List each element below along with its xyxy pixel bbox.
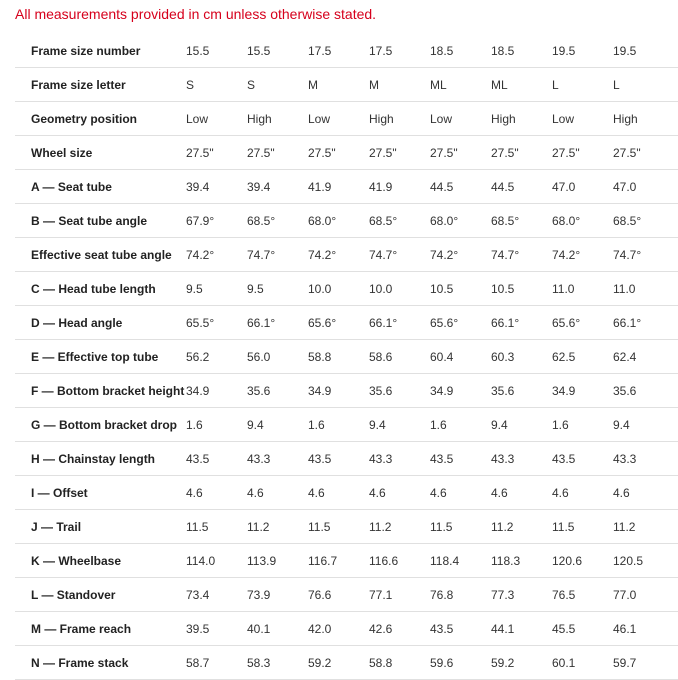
table-cell: 9.4 (613, 408, 678, 442)
row-label: L — Standover (15, 578, 186, 612)
table-row (15, 306, 678, 340)
table-cell: Low (552, 102, 613, 136)
table-cell: 10.0 (369, 272, 430, 306)
table-cell: 4.6 (247, 476, 308, 510)
row-label: Frame size letter (15, 68, 186, 102)
table-cell: 68.5° (491, 204, 552, 238)
row-label: N — Frame stack (15, 646, 186, 680)
table-cell: 65.6° (430, 306, 491, 340)
table-cell: 42.0 (308, 612, 369, 646)
table-cell: 35.6 (491, 374, 552, 408)
table-cell: 60.1 (552, 646, 613, 680)
table-cell: S (186, 68, 247, 102)
row-label: I — Offset (15, 476, 186, 510)
table-cell: Low (186, 102, 247, 136)
table-cell: 41.9 (308, 170, 369, 204)
table-row (15, 544, 678, 578)
table-cell: 114.0 (186, 544, 247, 578)
table-cell: 67.9° (186, 204, 247, 238)
table-cell: 74.2° (186, 238, 247, 272)
table-cell: 44.5 (430, 170, 491, 204)
table-cell: 4.6 (430, 476, 491, 510)
table-cell: 4.6 (308, 476, 369, 510)
table-cell: 10.5 (430, 272, 491, 306)
table-cell: 34.9 (552, 374, 613, 408)
table-cell: 74.7° (369, 238, 430, 272)
table-row (15, 272, 678, 306)
table-cell: 113.9 (247, 544, 308, 578)
table-row (15, 578, 678, 612)
table-cell: 27.5" (613, 136, 678, 170)
table-cell: 4.6 (491, 476, 552, 510)
table-cell: 74.2° (552, 238, 613, 272)
table-cell: 11.2 (247, 510, 308, 544)
table-cell: 27.5" (186, 136, 247, 170)
table-cell: 10.0 (308, 272, 369, 306)
table-cell: 59.6 (430, 646, 491, 680)
row-label: E — Effective top tube (15, 340, 186, 374)
table-cell: 56.2 (186, 340, 247, 374)
table-cell: 76.5 (552, 578, 613, 612)
table-cell: 34.9 (308, 374, 369, 408)
table-cell: 77.0 (613, 578, 678, 612)
table-cell: 34.9 (186, 374, 247, 408)
table-cell: High (613, 102, 678, 136)
table-row (15, 136, 678, 170)
table-cell: M (308, 68, 369, 102)
table-cell: 9.4 (491, 408, 552, 442)
table-cell: 10.5 (491, 272, 552, 306)
table-cell: 9.4 (369, 408, 430, 442)
table-cell: 9.5 (186, 272, 247, 306)
table-cell: 47.0 (613, 170, 678, 204)
table-cell: 120.6 (552, 544, 613, 578)
table-cell: 9.5 (247, 272, 308, 306)
table-cell: 74.7° (491, 238, 552, 272)
row-label: Geometry position (15, 102, 186, 136)
table-cell: 74.2° (308, 238, 369, 272)
geometry-table (15, 34, 678, 680)
row-label: H — Chainstay length (15, 442, 186, 476)
table-row (15, 612, 678, 646)
table-cell: 43.5 (552, 442, 613, 476)
table-cell: 56.0 (247, 340, 308, 374)
table-cell: 4.6 (369, 476, 430, 510)
table-row (15, 340, 678, 374)
row-label: D — Head angle (15, 306, 186, 340)
table-cell: 27.5" (308, 136, 369, 170)
table-cell: 68.5° (369, 204, 430, 238)
table-cell: 116.7 (308, 544, 369, 578)
table-cell: 35.6 (247, 374, 308, 408)
table-cell: ML (491, 68, 552, 102)
table-cell: 68.0° (430, 204, 491, 238)
table-cell: 43.5 (430, 612, 491, 646)
table-cell: 74.2° (430, 238, 491, 272)
table-cell: 77.3 (491, 578, 552, 612)
table-cell: 1.6 (430, 408, 491, 442)
table-row (15, 476, 678, 510)
table-cell: 27.5" (491, 136, 552, 170)
table-cell: 11.2 (613, 510, 678, 544)
table-cell: 27.5" (552, 136, 613, 170)
table-row (15, 238, 678, 272)
table-cell: 65.6° (552, 306, 613, 340)
row-label: K — Wheelbase (15, 544, 186, 578)
row-label: G — Bottom bracket drop (15, 408, 186, 442)
table-cell: 43.5 (430, 442, 491, 476)
table-cell: 19.5 (552, 34, 613, 68)
table-cell: 43.5 (186, 442, 247, 476)
table-cell: 58.7 (186, 646, 247, 680)
table-cell: 11.5 (552, 510, 613, 544)
table-cell: 44.5 (491, 170, 552, 204)
table-row (15, 646, 678, 680)
table-cell: 68.5° (247, 204, 308, 238)
table-cell: 4.6 (186, 476, 247, 510)
table-cell: 74.7° (613, 238, 678, 272)
table-row (15, 34, 678, 68)
row-label: F — Bottom bracket height (15, 374, 186, 408)
table-cell: 11.0 (552, 272, 613, 306)
table-cell: 4.6 (613, 476, 678, 510)
row-label: Wheel size (15, 136, 186, 170)
table-cell: 27.5" (247, 136, 308, 170)
table-cell: ML (430, 68, 491, 102)
table-cell: 39.5 (186, 612, 247, 646)
table-cell: 116.6 (369, 544, 430, 578)
table-cell: 41.9 (369, 170, 430, 204)
row-label: M — Frame reach (15, 612, 186, 646)
row-label: B — Seat tube angle (15, 204, 186, 238)
table-cell: 65.6° (308, 306, 369, 340)
table-cell: 1.6 (186, 408, 247, 442)
table-cell: 59.7 (613, 646, 678, 680)
table-row (15, 68, 678, 102)
table-cell: 66.1° (369, 306, 430, 340)
row-label: Frame size number (15, 34, 186, 68)
table-cell: 77.1 (369, 578, 430, 612)
table-cell: 74.7° (247, 238, 308, 272)
table-cell: 43.5 (308, 442, 369, 476)
table-cell: 39.4 (186, 170, 247, 204)
table-cell: 11.2 (369, 510, 430, 544)
table-cell: 35.6 (613, 374, 678, 408)
table-cell: 59.2 (491, 646, 552, 680)
table-cell: 58.3 (247, 646, 308, 680)
table-row (15, 204, 678, 238)
table-cell: High (369, 102, 430, 136)
table-cell: 35.6 (369, 374, 430, 408)
table-cell: 1.6 (308, 408, 369, 442)
table-cell: 66.1° (247, 306, 308, 340)
table-row (15, 510, 678, 544)
table-cell: 17.5 (308, 34, 369, 68)
table-cell: Low (308, 102, 369, 136)
table-cell: 73.9 (247, 578, 308, 612)
table-cell: 15.5 (186, 34, 247, 68)
table-cell: High (491, 102, 552, 136)
table-cell: Low (430, 102, 491, 136)
table-cell: 11.5 (186, 510, 247, 544)
table-cell: 118.4 (430, 544, 491, 578)
table-cell: 43.3 (369, 442, 430, 476)
table-cell: 34.9 (430, 374, 491, 408)
table-cell: M (369, 68, 430, 102)
table-row (15, 442, 678, 476)
table-cell: 18.5 (491, 34, 552, 68)
table-cell: 66.1° (491, 306, 552, 340)
table-cell: 118.3 (491, 544, 552, 578)
table-cell: 11.5 (430, 510, 491, 544)
table-cell: 73.4 (186, 578, 247, 612)
table-cell: 27.5" (369, 136, 430, 170)
table-cell: High (247, 102, 308, 136)
table-cell: S (247, 68, 308, 102)
table-cell: 68.5° (613, 204, 678, 238)
table-cell: 45.5 (552, 612, 613, 646)
table-cell: 76.6 (308, 578, 369, 612)
row-label: Effective seat tube angle (15, 238, 186, 272)
table-cell: 46.1 (613, 612, 678, 646)
table-cell: 62.4 (613, 340, 678, 374)
table-cell: 4.6 (552, 476, 613, 510)
geometry-table-body (15, 34, 678, 680)
table-cell: L (613, 68, 678, 102)
table-cell: 58.8 (369, 646, 430, 680)
table-cell: 62.5 (552, 340, 613, 374)
table-row (15, 102, 678, 136)
table-row (15, 408, 678, 442)
table-cell: 59.2 (308, 646, 369, 680)
table-cell: 1.6 (552, 408, 613, 442)
measurement-note: All measurements provided in cm unless otherwise stated. (15, 6, 377, 22)
table-cell: 58.8 (308, 340, 369, 374)
table-cell: 68.0° (308, 204, 369, 238)
table-cell: 60.4 (430, 340, 491, 374)
table-cell: 43.3 (247, 442, 308, 476)
table-cell: 18.5 (430, 34, 491, 68)
row-label: C — Head tube length (15, 272, 186, 306)
table-cell: 66.1° (613, 306, 678, 340)
table-row (15, 374, 678, 408)
row-label: J — Trail (15, 510, 186, 544)
table-cell: 76.8 (430, 578, 491, 612)
row-label: A — Seat tube (15, 170, 186, 204)
table-cell: L (552, 68, 613, 102)
table-cell: 17.5 (369, 34, 430, 68)
table-cell: 40.1 (247, 612, 308, 646)
table-cell: 15.5 (247, 34, 308, 68)
table-cell: 68.0° (552, 204, 613, 238)
table-cell: 43.3 (491, 442, 552, 476)
table-cell: 44.1 (491, 612, 552, 646)
table-cell: 9.4 (247, 408, 308, 442)
table-cell: 60.3 (491, 340, 552, 374)
table-cell: 43.3 (613, 442, 678, 476)
table-cell: 42.6 (369, 612, 430, 646)
table-cell: 11.2 (491, 510, 552, 544)
table-cell: 19.5 (613, 34, 678, 68)
table-cell: 120.5 (613, 544, 678, 578)
table-cell: 27.5" (430, 136, 491, 170)
table-cell: 11.5 (308, 510, 369, 544)
table-cell: 47.0 (552, 170, 613, 204)
table-row (15, 170, 678, 204)
table-cell: 58.6 (369, 340, 430, 374)
table-cell: 11.0 (613, 272, 678, 306)
table-cell: 65.5° (186, 306, 247, 340)
table-cell: 39.4 (247, 170, 308, 204)
